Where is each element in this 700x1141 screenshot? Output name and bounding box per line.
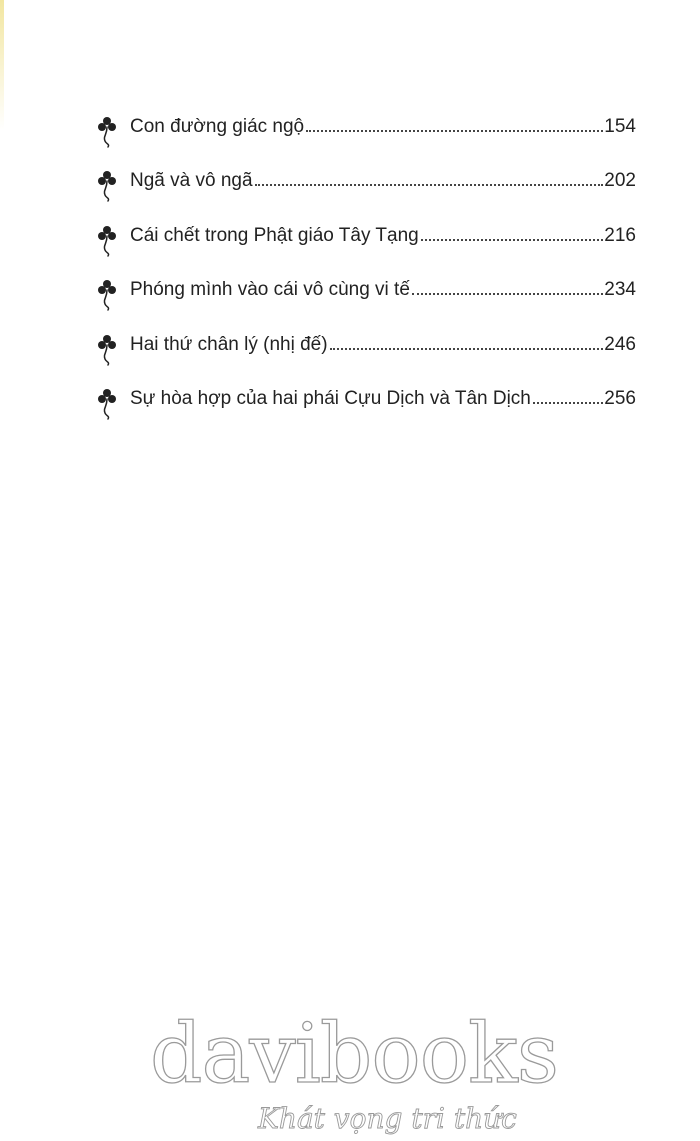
table-of-contents	[96, 112, 636, 438]
watermark-brand-name: davibooks	[150, 1007, 558, 1102]
toc-entry-title: Phóng mình vào cái vô cùng vi tế	[130, 279, 410, 301]
dot-leader	[306, 130, 603, 132]
club-sprout-icon	[96, 388, 118, 422]
toc-entry-line	[130, 112, 636, 142]
toc-entry-line	[130, 275, 636, 305]
toc-entry-page: 256	[604, 387, 636, 409]
watermark-tagline: Khát vọng tri thức	[258, 1102, 517, 1135]
dot-leader	[421, 239, 604, 241]
toc-entry[interactable]	[96, 112, 636, 166]
toc-entry-page: 202	[604, 170, 636, 192]
toc-entry-line	[130, 221, 636, 251]
dot-leader	[255, 184, 604, 186]
toc-entry[interactable]	[96, 384, 636, 438]
toc-entry-line	[130, 330, 636, 360]
toc-entry-title: Hai thứ chân lý (nhị đế)	[130, 333, 328, 355]
toc-entry-page: 246	[604, 333, 636, 355]
toc-entry-line	[130, 384, 636, 414]
club-sprout-icon	[96, 279, 118, 313]
toc-entry-title: Cái chết trong Phật giáo Tây Tạng	[130, 224, 419, 246]
toc-entry-page: 154	[604, 116, 636, 137]
toc-entry[interactable]	[96, 166, 636, 220]
page-edge-tint	[0, 0, 4, 130]
toc-entry[interactable]	[96, 275, 636, 329]
toc-entry-title: Con đường giác ngộ	[130, 116, 305, 137]
toc-entry-line	[130, 166, 636, 196]
toc-entry[interactable]	[96, 221, 636, 275]
club-sprout-icon	[96, 334, 118, 368]
dot-leader	[533, 402, 603, 404]
dot-leader	[330, 348, 604, 350]
dot-leader	[412, 293, 603, 295]
toc-entry-page: 216	[604, 224, 636, 246]
toc-entry-page: 234	[604, 279, 636, 301]
toc-entry-title: Sự hòa hợp của hai phái Cựu Dịch và Tân Dịch	[130, 387, 531, 409]
toc-entry[interactable]	[96, 330, 636, 384]
club-sprout-icon	[96, 170, 118, 204]
club-sprout-icon	[96, 225, 118, 259]
toc-entry-title: Ngã và vô ngã	[130, 170, 253, 192]
club-sprout-icon	[96, 116, 118, 150]
publisher-watermark	[150, 1007, 558, 1141]
